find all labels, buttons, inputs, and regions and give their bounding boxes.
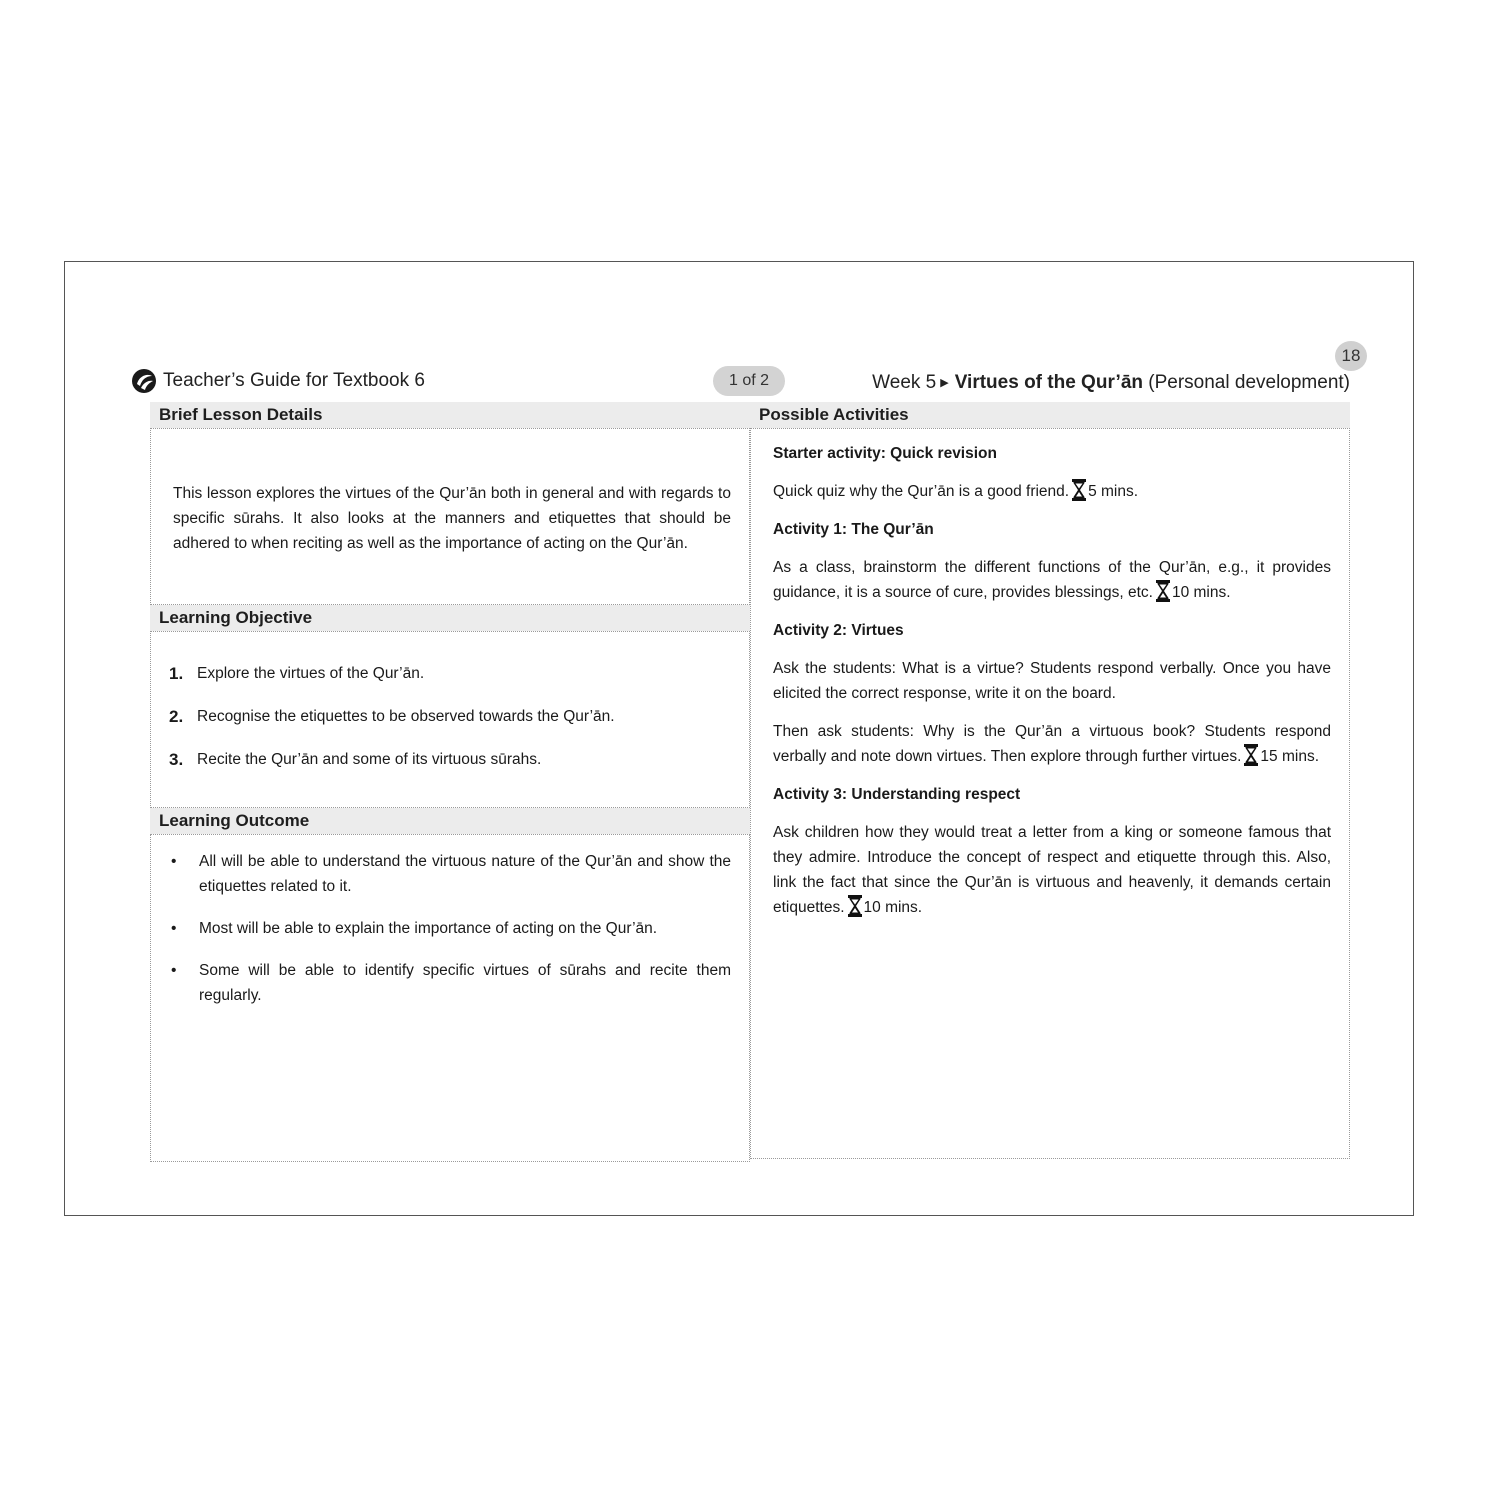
- activity3-text: Ask children how they would treat a letter from a king or someone famous that they admire. Introduce the concept of respect and etiquette through this. Also, link the fact that since the Qur’ān is virtuous and heavenly, it demands certain etiquettes.: [773, 824, 1331, 916]
- activity2-time: 15 mins.: [1260, 748, 1320, 765]
- outcome-box: [150, 834, 750, 1162]
- objective-text: Recognise the etiquettes to be observed towards the Qur’ān.: [197, 708, 615, 725]
- activity1-text-block: [773, 555, 1331, 605]
- lesson-subtitle: (Personal development): [1148, 372, 1350, 393]
- bullet-icon: •: [171, 962, 177, 979]
- lesson-header: [872, 372, 1350, 394]
- activity1-title: Activity 1: The Qur’ān: [773, 521, 934, 538]
- week-label: Week 5: [872, 372, 937, 393]
- activity2-text2: Then ask students: Why is the Qur’ān a virtuous book? Students respond verbally and note down virtues. Then explore through further virtues.: [773, 723, 1331, 765]
- bullet-icon: •: [171, 920, 177, 937]
- hourglass-icon: [1244, 744, 1258, 766]
- outcome-text: Some will be able to identify specific virtues of sūrahs and recite them regularly.: [199, 962, 731, 1004]
- activity3-title: Activity 3: Understanding respect: [773, 786, 1021, 803]
- left-column: [150, 402, 750, 1162]
- outcome-item: [169, 849, 731, 899]
- right-column: [750, 402, 1350, 1159]
- objective-item: [169, 705, 731, 729]
- outcome-heading: Learning Outcome: [150, 808, 750, 834]
- objective-text: Recite the Qur’ān and some of its virtuous sūrahs.: [197, 751, 542, 768]
- bullet-icon: •: [171, 853, 177, 870]
- hourglass-icon: [1072, 479, 1086, 501]
- hourglass-icon: [848, 895, 862, 917]
- activity3-text-block: [773, 820, 1331, 920]
- objective-heading: Learning Objective: [150, 605, 750, 631]
- objective-item: [169, 748, 731, 772]
- starter-text: Quick quiz why the Qur’ān is a good friend.: [773, 483, 1070, 500]
- activities-box: [750, 428, 1350, 1159]
- activity2-title: Activity 2: Virtues: [773, 622, 904, 639]
- activity3-time: 10 mins.: [863, 899, 923, 916]
- brief-box: [150, 428, 750, 605]
- outcome-item: [169, 958, 731, 1008]
- publisher-logo-icon: [131, 368, 157, 394]
- activity1-time: 10 mins.: [1171, 584, 1231, 601]
- brief-heading: Brief Lesson Details: [150, 402, 750, 428]
- activities-heading: Possible Activities: [750, 402, 1350, 428]
- guide-title-text: Teacher’s Guide for Textbook 6: [163, 370, 425, 391]
- starter-text-block: [773, 479, 1331, 504]
- objective-number: 2.: [169, 707, 184, 726]
- outcome-text: Most will be able to explain the importance of acting on the Qur’ān.: [199, 920, 658, 937]
- activity2-text1: Ask the students: What is a virtue? Students respond verbally. Once you have elicited the correct response, write it on the board.: [773, 660, 1331, 702]
- page-indicator: 1 of 2: [713, 366, 785, 396]
- outcome-text: All will be able to understand the virtuous nature of the Qur’ān and show the etiquettes related to it.: [199, 853, 731, 895]
- starter-time: 5 mins.: [1088, 483, 1139, 500]
- objective-number: 1.: [169, 664, 184, 683]
- objective-box: [150, 631, 750, 808]
- objective-item: [169, 662, 731, 686]
- objective-number: 3.: [169, 750, 184, 769]
- lesson-title: Virtues of the Qur’ān: [954, 372, 1143, 393]
- outcome-item: [169, 916, 731, 941]
- triangle-right-icon: ▶: [940, 377, 949, 389]
- activity1-text: As a class, brainstorm the different functions of the Qur’ān, e.g., it provides guidance, it is a source of cure, provides blessings, etc.: [773, 559, 1331, 601]
- objective-text: Explore the virtues of the Qur’ān.: [197, 665, 425, 682]
- starter-title: Starter activity: Quick revision: [773, 445, 997, 462]
- guide-title: [131, 368, 425, 394]
- page-number-badge: 18: [1335, 341, 1367, 371]
- hourglass-icon: [1156, 580, 1170, 602]
- activity2-text2-block: [773, 719, 1331, 769]
- brief-text: This lesson explores the virtues of the Qur’ān both in general and with regards to specific sūrahs. It also looks at the manners and etiquettes that should be adhered to when reciting as well as the importance of acting on the Qur’ān.: [173, 485, 731, 552]
